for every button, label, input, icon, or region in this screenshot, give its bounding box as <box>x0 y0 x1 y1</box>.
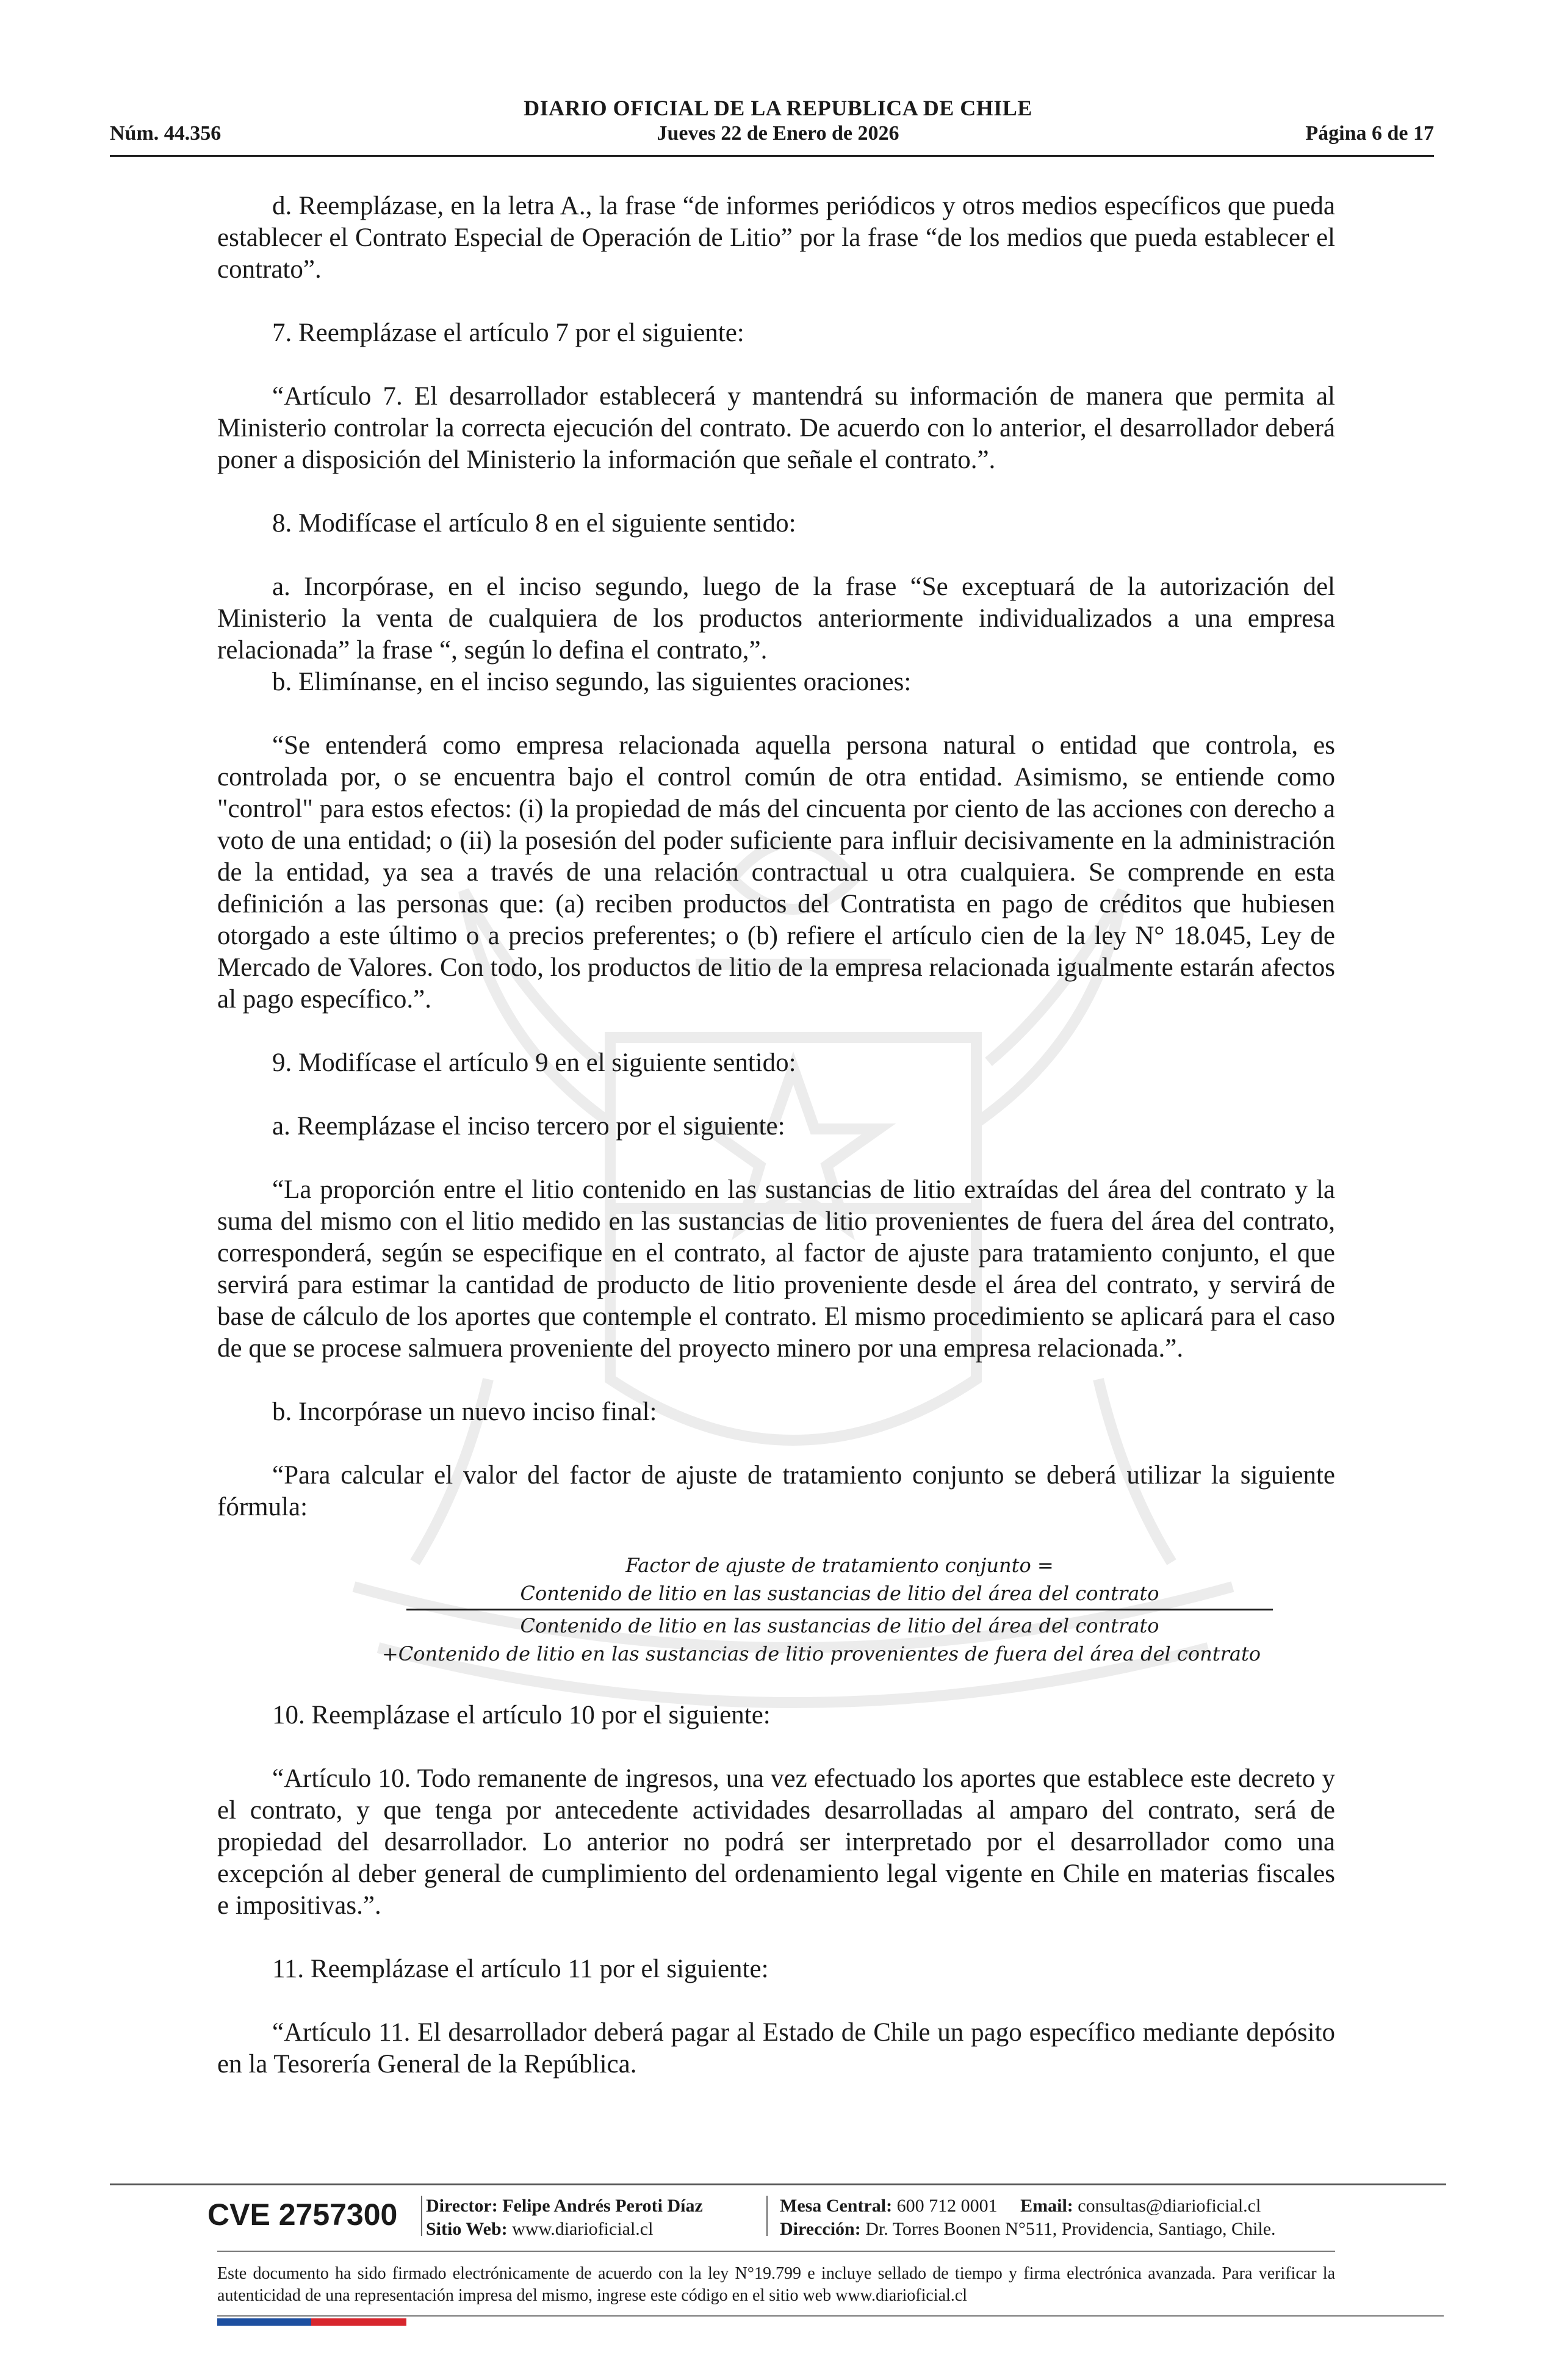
formula-lhs: Factor de ajuste de tratamiento conjunto = <box>625 1554 1054 1577</box>
issue-number: Núm. 44.356 <box>110 122 222 145</box>
legal-notice: Este documento ha sido firmado electrónicamente de acuerdo con la ley N°19.799 e incluye sellado de tiempo y firma electrónica avanzada. Para verificar la autenticidad de una representación impresa del mismo, ingrese este código en el sitio web www.diarioficial.cl <box>217 2264 1335 2305</box>
paragraph-9a: a. Reemplázase el inciso tercero por el siguiente: <box>272 1112 785 1141</box>
paragraph-item-11: 11. Reemplázase el artículo 11 por el siguiente: <box>272 1955 769 1983</box>
cve-code: CVE 2757300 <box>207 2198 398 2232</box>
footer-separator <box>766 2196 768 2236</box>
website-label: Sitio Web: <box>426 2219 508 2239</box>
paragraph-article-10: “Artículo 10. Todo remanente de ingresos, una vez efectuado los aportes que establece este decreto y el contrato, y que tenga por antecedente actividades desarrolladas al amparo del contrato, será de propiedad del desarrollador. Lo anterior no podrá ser interpretado por el desarrollador como una excepción al deber general de cumplimiento del ordenamiento legal vigente en Chile en materias fiscales e impositivas.”. <box>217 1764 1335 1920</box>
footer-separator <box>421 2196 422 2236</box>
document-body <box>217 190 1335 2080</box>
paragraph-9b: b. Incorpórase un nuevo inciso final: <box>272 1397 657 1426</box>
formula-denominator-1: Contenido de litio en las sustancias de litio del área del contrato <box>520 1614 1159 1637</box>
footer-divider-bottom <box>217 2315 1444 2317</box>
paragraph-item-9: 9. Modifícase el artículo 9 en el siguiente sentido: <box>272 1048 796 1077</box>
email-label: Email: <box>1020 2196 1073 2216</box>
footer-director-block <box>426 2194 703 2241</box>
mesa-label: Mesa Central: <box>780 2196 893 2216</box>
fraction-bar <box>406 1609 1273 1610</box>
issue-date: Jueves 22 de Enero de 2026 <box>657 122 899 145</box>
website-link[interactable]: www.diarioficial.cl <box>512 2219 654 2239</box>
footer-divider-middle <box>217 2251 1335 2252</box>
paragraph-item-8: 8. Modifícase el artículo 8 en el siguiente sentido: <box>272 509 796 538</box>
paragraph-8b: b. Elimínanse, en el inciso segundo, las siguientes oraciones: <box>272 668 912 696</box>
paragraph-article-7: “Artículo 7. El desarrollador establecerá y mantendrá su información de manera que permita al Ministerio controlar la correcta ejecución del contrato. De acuerdo con lo anterior, el desarrollador deberá poner a disposición del Ministerio la información que señale el contrato.”. <box>217 382 1335 474</box>
paragraph-formula-intro: “Para calcular el valor del factor de ajuste de tratamiento conjunto se deberá utilizar la siguiente fórmula: <box>217 1461 1335 1521</box>
flag-stripe-red <box>311 2318 406 2326</box>
director-label: Director: <box>426 2196 498 2216</box>
email-link[interactable]: consultas@diarioficial.cl <box>1078 2196 1261 2216</box>
footer-divider-top <box>110 2183 1446 2185</box>
page-number: Página 6 de 17 <box>1305 122 1434 145</box>
formula-denominator-2: +Contenido de litio en las sustancias de litio provenientes de fuera del área del contrato <box>381 1642 1261 1665</box>
header-divider <box>110 155 1434 157</box>
director-value: Felipe Andrés Peroti Díaz <box>502 2196 703 2216</box>
paragraph-item-10: 10. Reemplázase el artículo 10 por el siguiente: <box>272 1701 771 1729</box>
adjustment-factor-formula <box>345 1551 1297 1668</box>
paragraph-proportion: “La proporción entre el litio contenido en las sustancias de litio extraídas del área del contrato y la suma del mismo con el litio medido en las sustancias de litio provenientes de fuera del área del contrato, corresponderá, según se especifique en el contrato, al factor de ajuste para tratamiento conjunto, el que servirá para estimar la cantidad de producto de litio proveniente desde el área del contrato, y servirá de base de cálculo de los aportes que contemple el contrato. El mismo procedimiento se aplicará para el caso de que se procese salmuera proveniente del proyecto minero por una empresa relacionada.”. <box>217 1175 1335 1363</box>
footer-contact-block <box>780 2194 1276 2241</box>
formula-numerator: Contenido de litio en las sustancias de litio del área del contrato <box>520 1582 1159 1605</box>
newspaper-title: DIARIO OFICIAL DE LA REPUBLICA DE CHILE <box>524 96 1032 120</box>
address-label: Dirección: <box>780 2219 861 2239</box>
paragraph-item-7: 7. Reemplázase el artículo 7 por el siguiente: <box>272 319 744 347</box>
paragraph-article-11: “Artículo 11. El desarrollador deberá pagar al Estado de Chile un pago específico mediante depósito en la Tesorería General de la República. <box>217 2018 1335 2079</box>
mesa-value: 600 712 0001 <box>896 2196 998 2216</box>
flag-stripe-blue <box>217 2318 311 2326</box>
paragraph-deleted-sentences: “Se entenderá como empresa relacionada aquella persona natural o entidad que controla, es controlada por, o se encuentra bajo el control común de otra entidad. Asimismo, se entiende como "control" para estos efectos: (i) la propiedad de más del cincuenta por ciento de las acciones con derecho a voto de una entidad; o (ii) la posesión del poder suficiente para influir decisivamente en la administración de la entidad, ya sea a través de una relación contractual u otra cualquiera. Se comprende en esta definición a las personas que: (a) reciben productos del Contratista en pago de créditos que hubiesen otorgado a este último o a precios preferentes; o (b) refiere el artículo cien de la ley N° 18.045, Ley de Mercado de Valores. Con todo, los productos de litio de la empresa relacionada igualmente estarán afectos al pago específico.”. <box>217 731 1335 1014</box>
address-value: Dr. Torres Boonen N°511, Providencia, Santiago, Chile. <box>865 2219 1276 2239</box>
paragraph-8a: a. Incorpórase, en el inciso segundo, luego de la frase “Se exceptuará de la autorización del Ministerio la venta de cualquiera de los productos anteriormente individualizados a una empresa relacionada” la frase “, según lo defina el contrato,”. <box>217 572 1335 665</box>
paragraph-d: d. Reemplázase, en la letra A., la frase “de informes periódicos y otros medios específicos que pueda establecer el Contrato Especial de Operación de Litio” por la frase “de los medios que pueda establecer el contrato”. <box>217 192 1335 284</box>
